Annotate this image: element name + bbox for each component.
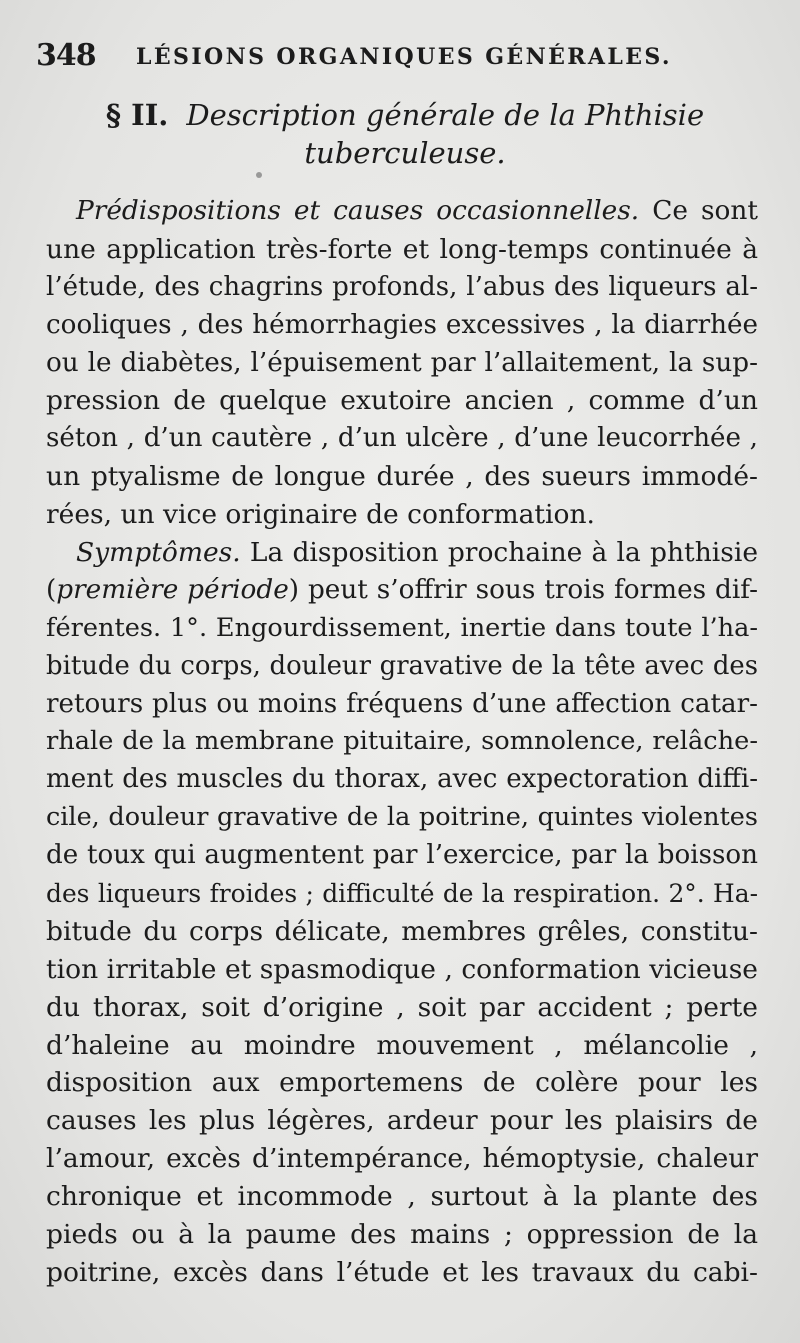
section-heading <box>60 96 750 172</box>
text-line: du thorax, soit d’origine , soit par accident ; perte <box>46 991 758 1023</box>
text-line: ou le diabètes, l’épuisement par l’allaitement, la sup- <box>46 347 758 378</box>
page-number: 348 <box>36 38 96 73</box>
text-line: bitude du corps, douleur gravative de la tête avec des <box>46 650 758 681</box>
text-line: férentes. 1°. Engourdissement, inertie dans toute l’ha- <box>46 612 758 643</box>
text-line: disposition aux emportemens de colère pour les <box>46 1067 758 1099</box>
running-title: LÉSIONS ORGANIQUES GÉNÉRALES. <box>136 44 672 70</box>
section-heading-line-1 <box>60 96 750 134</box>
text-line: cooliques , des hémorrhagies excessives , la diarrhée <box>46 309 758 340</box>
ink-speck <box>256 172 262 178</box>
section-title-part-2: tuberculeuse. <box>304 136 506 170</box>
text-line: l’étude, des chagrins profonds, l’abus des liqueurs al- <box>46 271 758 302</box>
body-text <box>46 193 758 1292</box>
text-line: causes les plus légères, ardeur pour les plaisirs de <box>46 1105 758 1137</box>
text-line: rées, un vice originaire de conformation. <box>46 499 595 531</box>
text-line: (première période) peut s’offrir sous trois formes dif- <box>46 574 758 605</box>
text-line: retours plus ou moins fréquens d’une affection catar- <box>46 688 758 719</box>
text-line: pression de quelque exutoire ancien , comme d’un <box>46 385 758 417</box>
text-line: un ptyalisme de longue durée , des sueurs immodé- <box>46 461 758 493</box>
text-line: ment des muscles du thorax, avec expectoration diffi- <box>46 764 758 795</box>
running-head <box>36 38 766 78</box>
text-line: Prédispositions et causes occasionnelles. Ce sont <box>76 196 758 226</box>
text-line: rhale de la membrane pituitaire, somnolence, relâche- <box>46 726 758 757</box>
text-line: poitrine, excès dans l’étude et les travaux du cabi- <box>46 1256 758 1288</box>
text-line: des liqueurs froides ; difficulté de la respiration. 2°. Ha- <box>46 879 758 909</box>
text-line: bitude du corps délicate, membres grêles, constitu- <box>46 915 758 947</box>
section-title-part-1: Description générale de la Phthisie <box>186 98 705 132</box>
text-line: tion irritable et spasmodique , conformation vicieuse <box>46 953 758 985</box>
text-line: chronique et incommode , surtout à la plante des <box>46 1181 758 1213</box>
text-line: Symptômes. La disposition prochaine à la phthisie <box>76 537 758 569</box>
section-number: § II. <box>105 98 169 132</box>
text-line: une application très-forte et long-temps continuée à <box>46 233 758 265</box>
text-line: l’amour, excès d’intempérance, hémoptysie, chaleur <box>46 1143 758 1175</box>
text-line: d’haleine au moindre mouvement , mélancolie , <box>46 1029 758 1061</box>
text-line: cile, douleur gravative de la poitrine, quintes violentes <box>46 802 758 833</box>
text-line: pieds ou à la paume des mains ; oppression de la <box>46 1219 758 1251</box>
section-heading-line-2 <box>60 134 750 172</box>
text-line: de toux qui augmentent par l’exercice, par la boisson <box>46 840 758 871</box>
text-line: séton , d’un cautère , d’un ulcère , d’une leucorrhée , <box>46 423 758 454</box>
